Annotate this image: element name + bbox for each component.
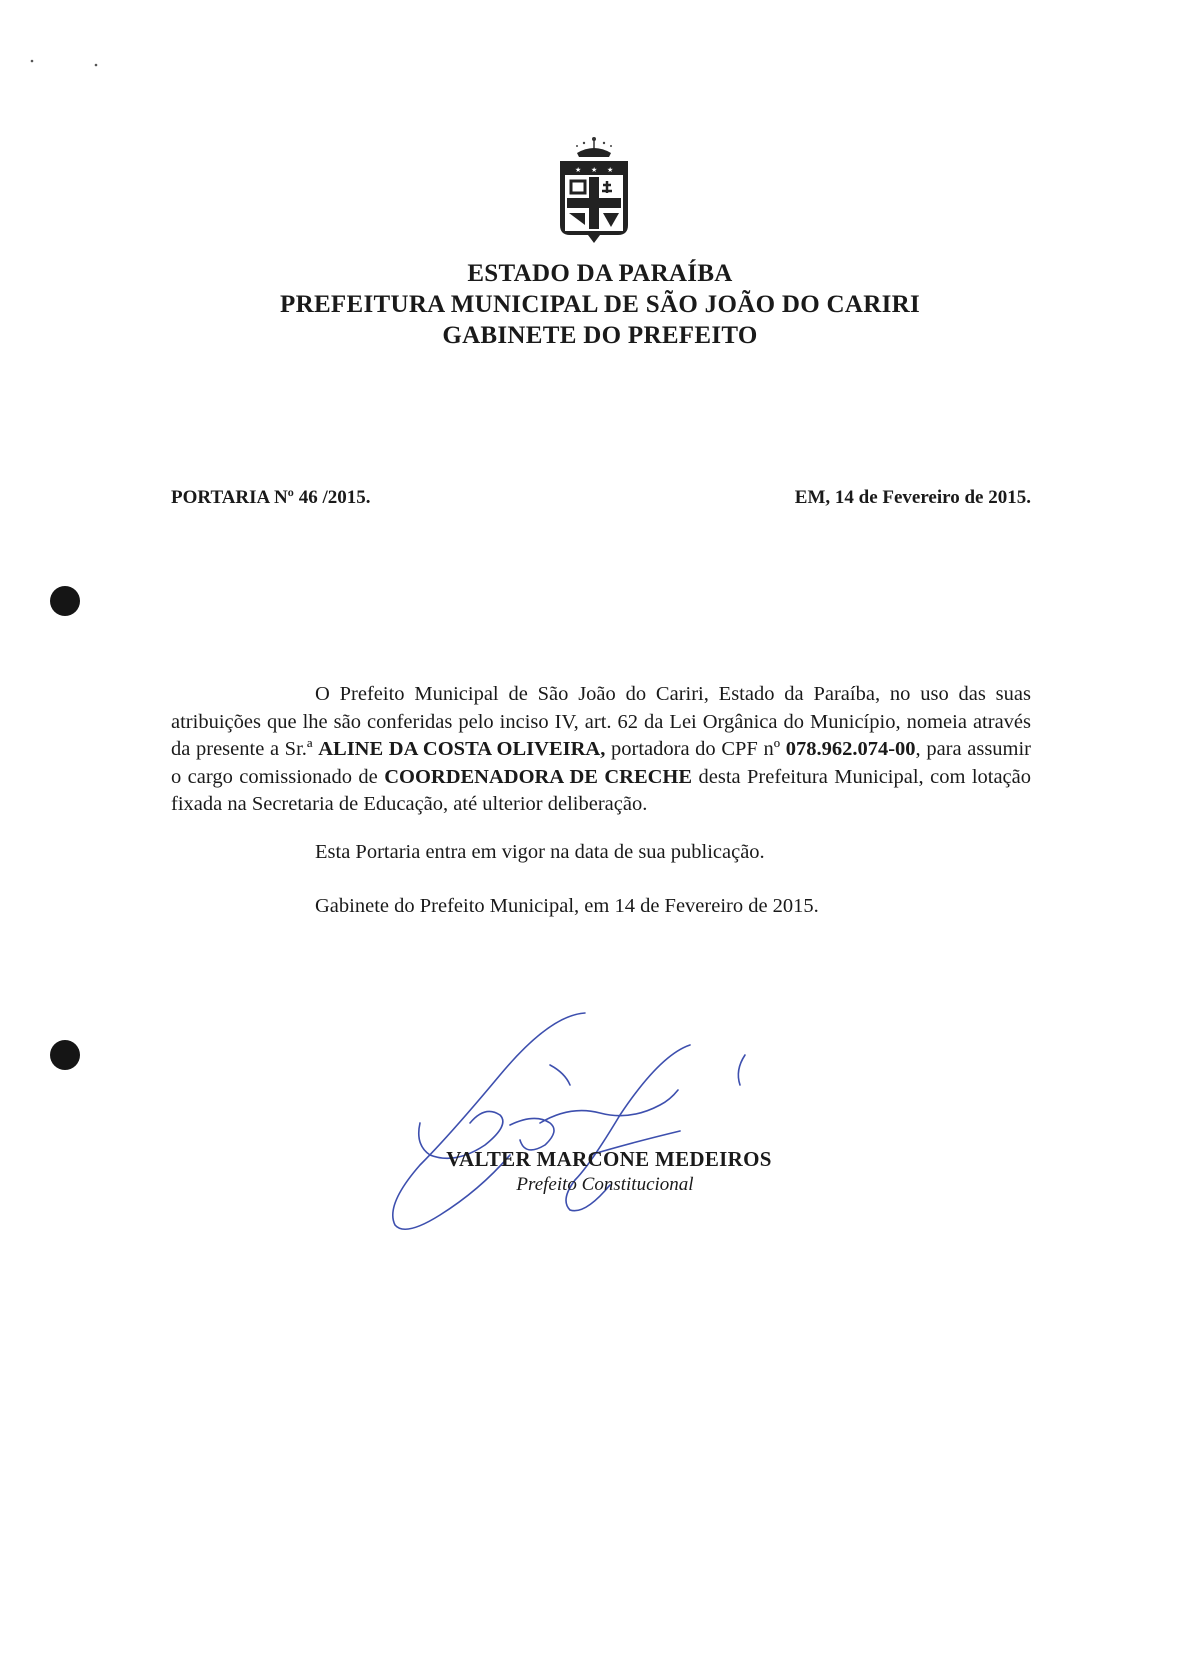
portaria-date: EM, 14 de Fevereiro de 2015. (794, 487, 1031, 508)
portaria-number: PORTARIA Nº 46 /2015. (171, 487, 371, 508)
body-paragraph-appointment (171, 681, 1031, 819)
header-state: ESTADO DA PARAÍBA (467, 260, 733, 287)
document-body (171, 681, 1031, 921)
municipal-coat-of-arms-icon (555, 135, 633, 253)
scan-speck-marks (28, 55, 108, 75)
punch-hole-bottom (50, 1040, 80, 1070)
header-municipality: PREFEITURA MUNICIPAL DE SÃO JOÃO DO CARIRI (280, 291, 920, 318)
punch-hole-top (50, 586, 80, 616)
handwritten-signature (360, 1005, 780, 1235)
appointment-mid-text: , para assumir o cargo comissionado de (171, 738, 1032, 788)
appointee-cpf: 078.962.074-00 (785, 738, 916, 760)
signer-role: Prefeito Constitucional (516, 1174, 694, 1195)
header-office: GABINETE DO PREFEITO (442, 322, 758, 349)
body-paragraph-effective: Esta Portaria entra em vigor na data de sua publicação. (315, 840, 765, 863)
signer-name: VALTER MARCONE MEDEIROS (446, 1147, 772, 1171)
appointment-intro-text: O Prefeito Municipal de São João do Cariri, Estado da Paraíba, no uso das suas atribuições que lhe são conferidas pelo inciso IV, art. 62 da Lei Orgânica do Município, nomeia através da presente a Sr.ª (171, 683, 1031, 760)
appointee-name: ALINE DA COSTA OLIVEIRA, (318, 738, 606, 760)
signer-block (0, 1147, 1200, 1196)
appointment-end-text: desta Prefeitura Municipal, com lotação fixada na Secretaria de Educação, até ulterior deliberação. (171, 765, 1032, 815)
appointee-role: COORDENADORA DE CRECHE (384, 765, 693, 788)
svg-text:★: ★ (575, 166, 582, 174)
body-paragraph-place-date: Gabinete do Prefeito Municipal, em 14 de Fevereiro de 2015. (315, 895, 819, 917)
document-header (0, 258, 1200, 351)
svg-text:★: ★ (607, 166, 614, 174)
cpf-label-text: portadora do CPF nº (605, 738, 786, 760)
svg-text:★: ★ (591, 166, 598, 174)
